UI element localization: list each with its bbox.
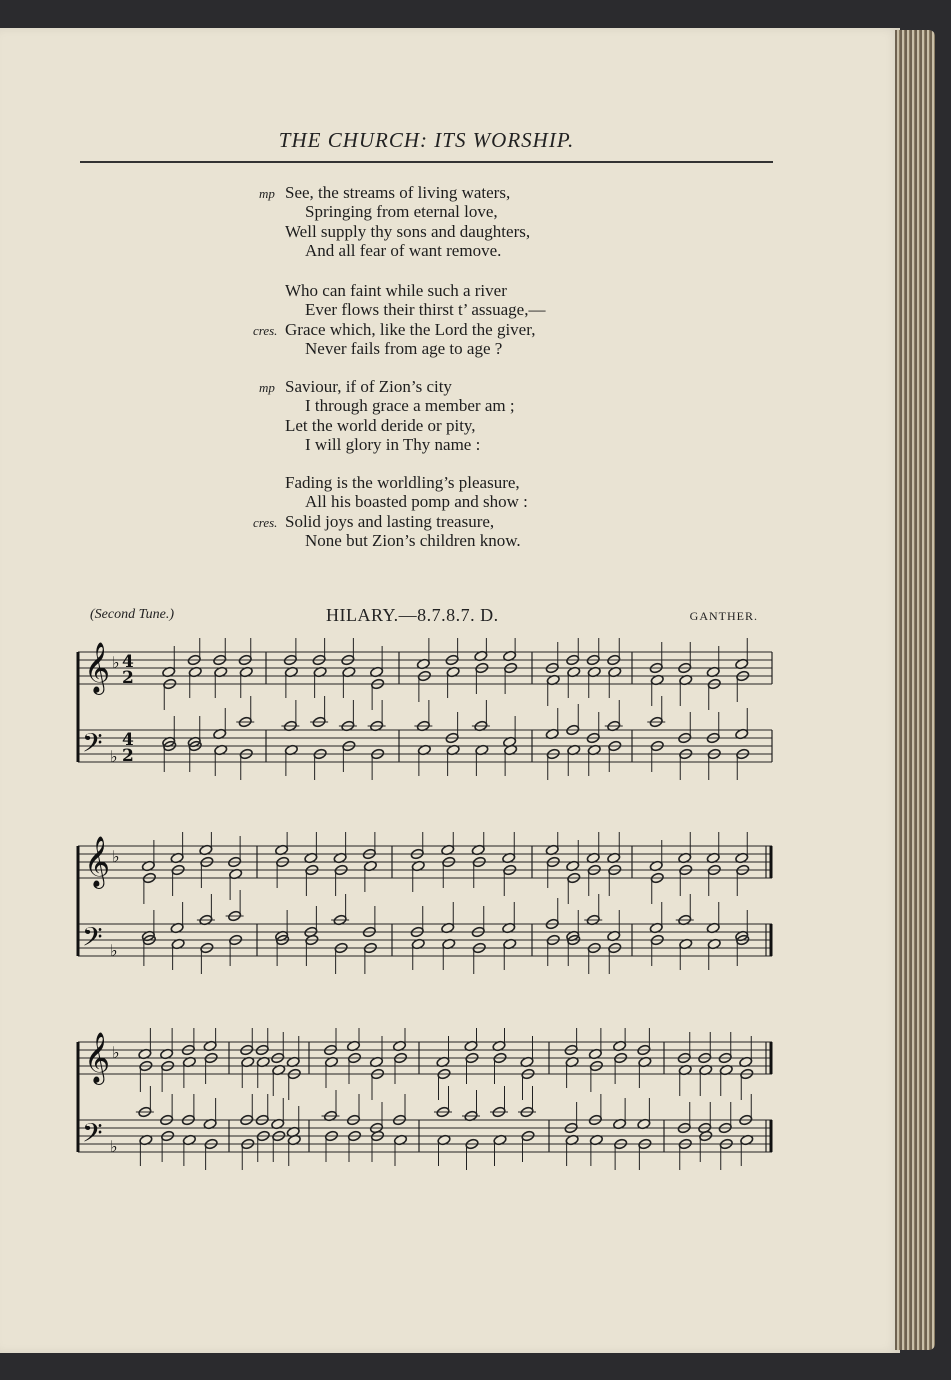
bass-clef: 𝄢: [82, 921, 103, 959]
verse-line: Solid joys and lasting treasure,: [285, 511, 495, 531]
key-flat: ♭: [112, 1043, 120, 1062]
header-rule: [80, 161, 773, 163]
treble-clef: 𝄞: [84, 836, 111, 887]
stanza: [253, 281, 546, 358]
time-sig-bottom: 2: [122, 668, 134, 688]
verse-line: None but Zion’s children know.: [305, 530, 521, 550]
running-header: THE CHURCH: ITS WORSHIP.: [278, 128, 575, 152]
tune-heading: [90, 605, 758, 629]
time-sig-top: 4: [122, 730, 134, 750]
dynamic-marking: mp: [259, 186, 275, 201]
verse-line: And all fear of want remove.: [305, 240, 502, 260]
verse-line: Who can faint while such a river: [285, 281, 507, 300]
key-flat: ♭: [110, 941, 118, 960]
verse-line: I will glory in Thy name :: [305, 434, 481, 454]
time-sig-bottom: 2: [122, 746, 134, 766]
verse-line: Saviour, if of Zion’s city: [285, 377, 452, 396]
stanza: [253, 473, 528, 550]
second-tune-label: (Second Tune.): [90, 607, 174, 622]
key-flat: ♭: [110, 1137, 118, 1156]
dynamic-marking: mp: [259, 380, 275, 395]
stanza: [259, 183, 531, 260]
verse-line: Never fails from age to age ?: [305, 338, 503, 358]
music-system-2: [74, 832, 774, 992]
bass-clef: 𝄢: [82, 727, 103, 765]
treble-clef: 𝄞: [84, 1032, 111, 1083]
verse-line: Grace which, like the Lord the giver,: [285, 319, 536, 339]
music-system-3: [74, 1028, 774, 1193]
verse-line: See, the streams of living waters,: [285, 183, 511, 202]
stanza: [259, 377, 515, 454]
verse-line: Well supply thy sons and daughters,: [285, 221, 531, 241]
composer-name: GANTHER.: [689, 609, 758, 623]
tune-name: HILARY.—8.7.8.7. D.: [326, 605, 499, 625]
key-flat: ♭: [112, 847, 120, 866]
time-sig-top: 4: [122, 652, 134, 672]
verse-line: Springing from eternal love,: [305, 202, 498, 222]
dynamic-marking: cres.: [253, 322, 278, 338]
page-edges: [895, 30, 935, 1350]
key-flat: ♭: [110, 747, 118, 766]
verse-line: Fading is the worldling’s pleasure,: [285, 473, 520, 492]
music-system-1: [74, 638, 774, 798]
verse-line: All his boasted pomp and show :: [305, 492, 528, 512]
verse-line: Let the world deride or pity,: [285, 415, 476, 435]
treble-clef: 𝄞: [84, 642, 111, 693]
verse-line: Ever flows their thirst t’ assuage,—: [305, 300, 546, 320]
verse-line: I through grace a member am ;: [305, 396, 515, 416]
dynamic-marking: cres.: [253, 514, 278, 530]
key-flat: ♭: [112, 653, 120, 672]
bass-clef: 𝄢: [82, 1117, 103, 1155]
